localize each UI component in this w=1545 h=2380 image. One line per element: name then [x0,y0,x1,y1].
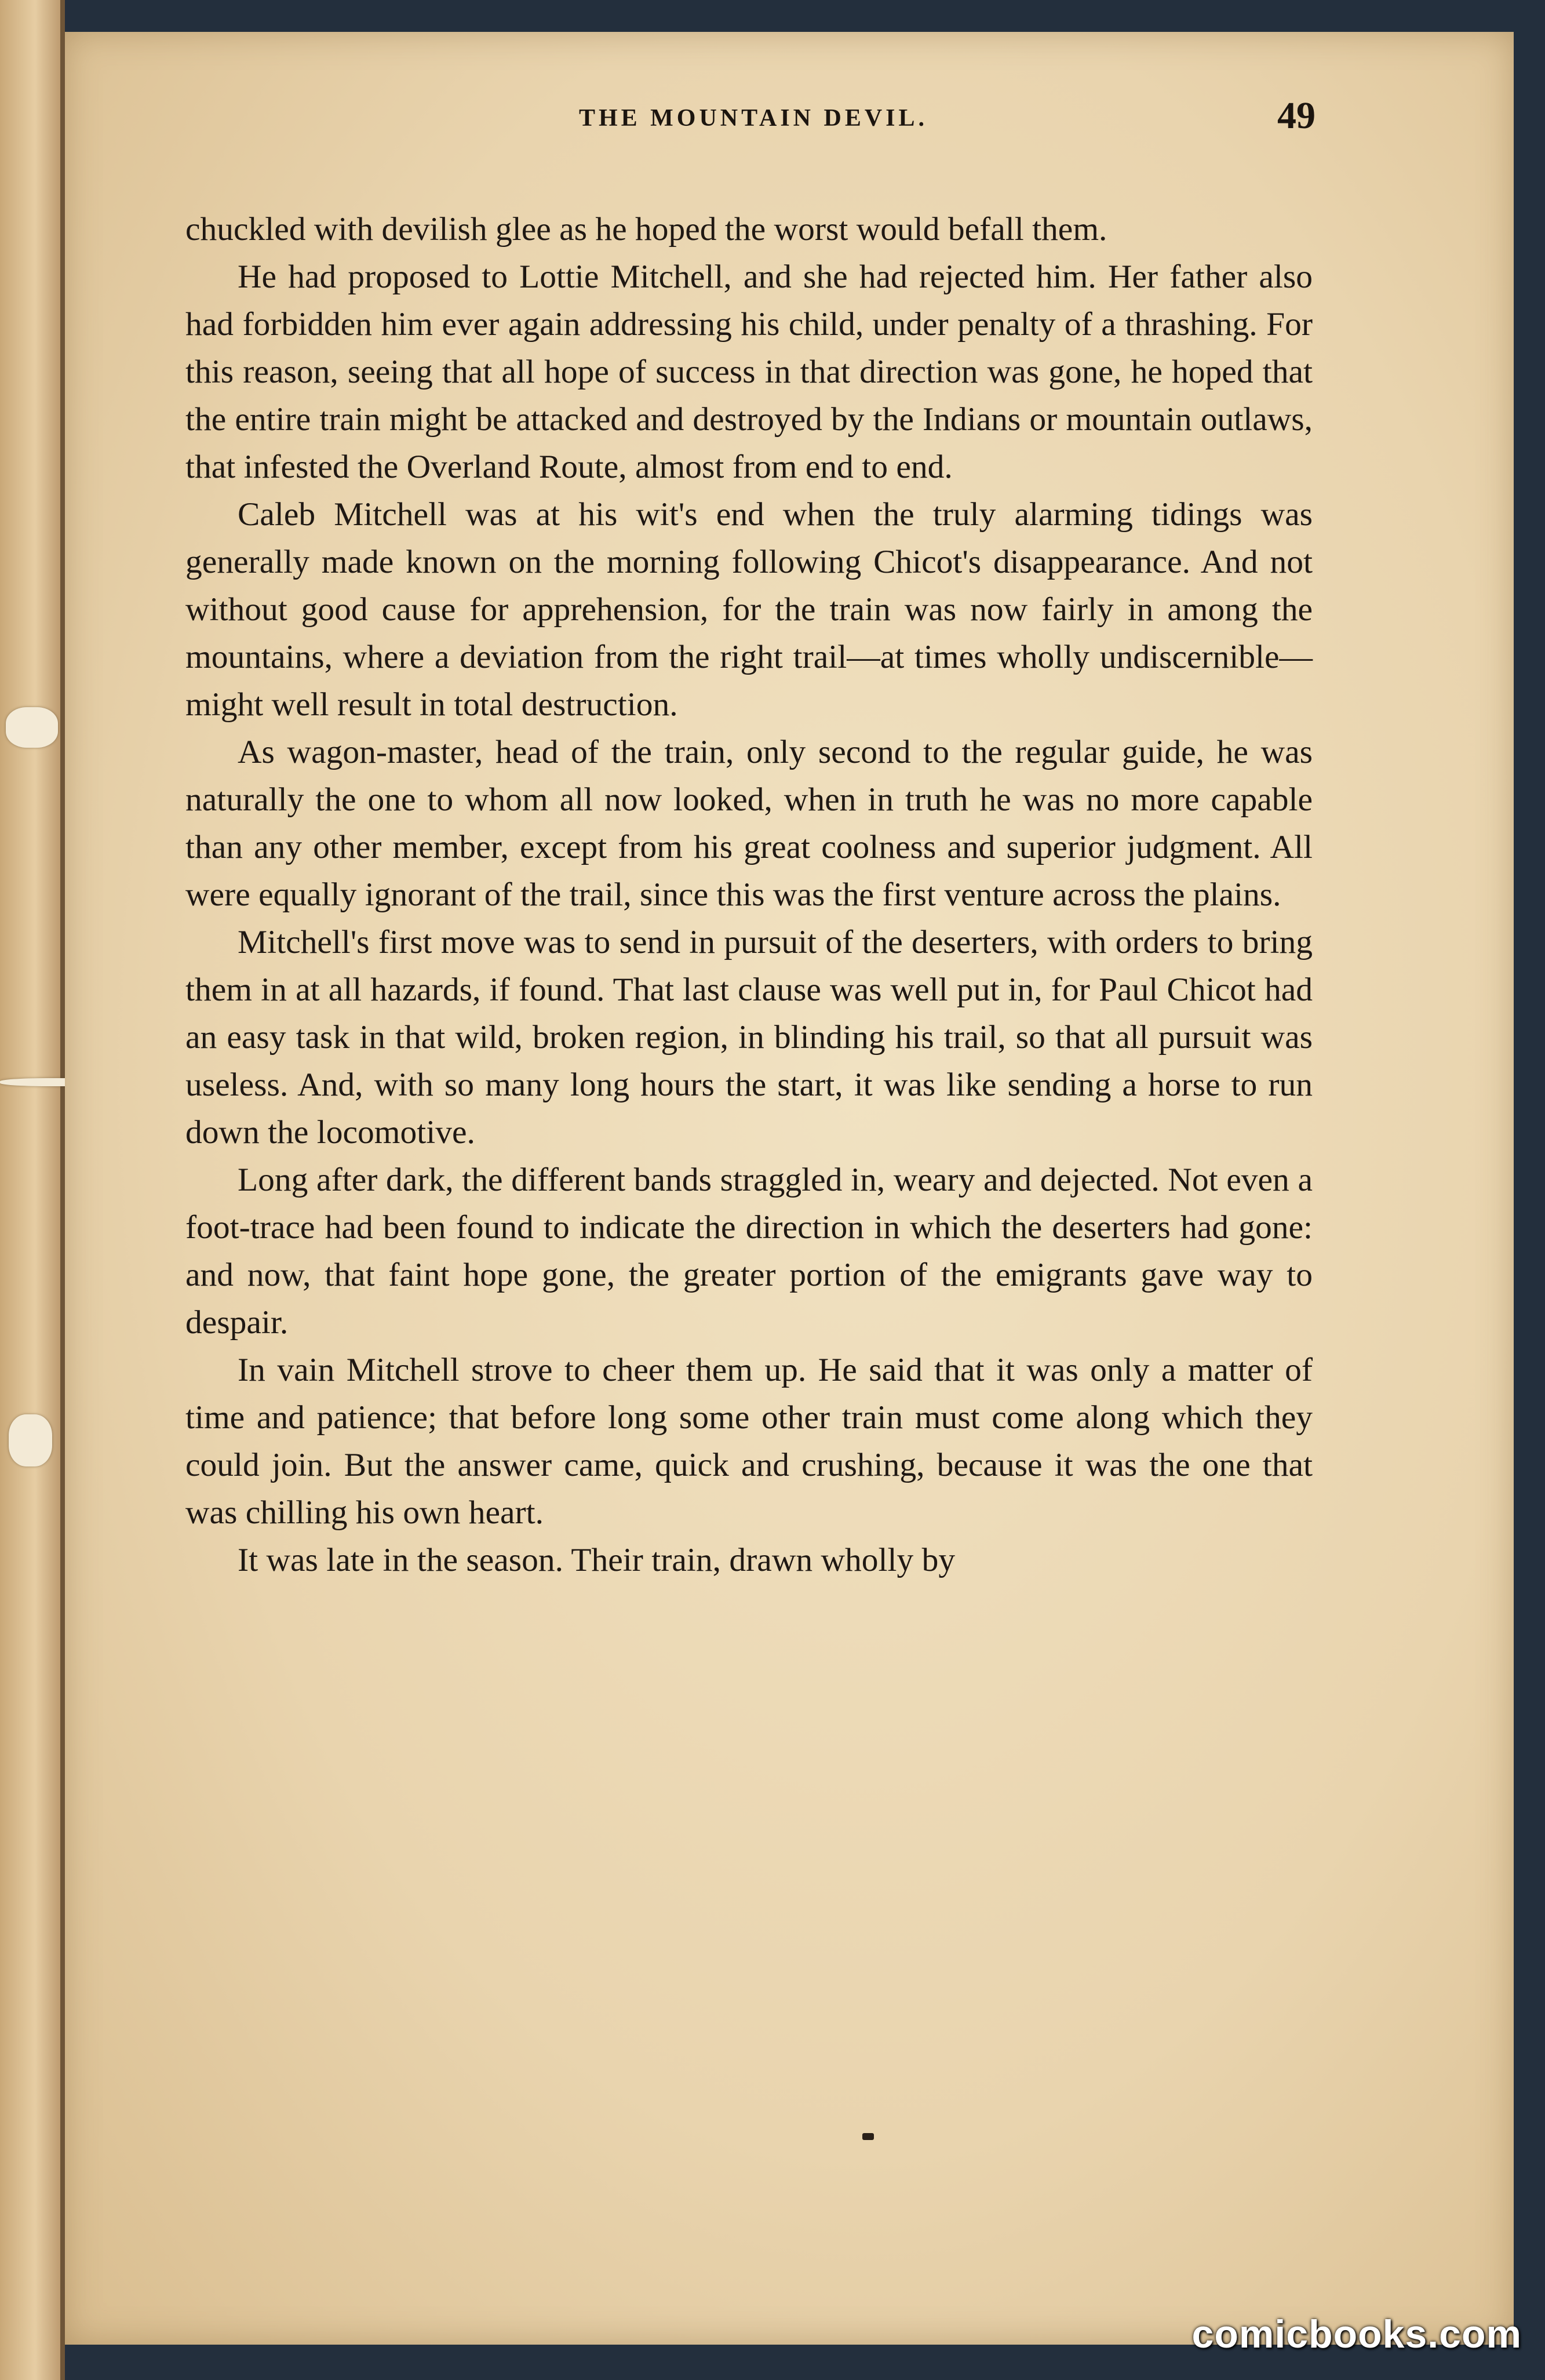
page-body [185,206,1313,2142]
page-number: 49 [1277,94,1316,137]
paragraph: He had proposed to Lottie Mitchell, and she had rejected him. Her father also had forbidden him ever again addressing his child, under penalty of a thrashing. For this reason, seeing that all hope of success in that direction was gone, he hoped that the entire train might be attacked and destroyed by the Indians or mountain outlaws, that infested the Overland Route, almost from end to end. [185,259,1313,485]
running-title: THE MOUNTAIN DEVIL. [578,105,928,132]
paragraph: Long after dark, the different bands straggled in, weary and dejected. Not even a foot-trace had been found to indicate the direction in which the deserters had gone: and now, that faint hope gone, the greater portion of the emigrants gave way to despair. [185,1162,1313,1341]
paragraph: Caleb Mitchell was at his wit's end when the truly alarming tidings was generally made known on the morning following Chicot's disappearance. And not without good cause for apprehension, for the train was now fairly in among the mountains, where a deviation from the right trail—at times wholly undiscernible—might well result in total destruction. [185,496,1313,723]
watermark: comicbooks.com [1191,2312,1522,2356]
book-spine [0,0,64,2380]
paragraph: Mitchell's first move was to send in pursuit of the deserters, with orders to bring them in at all hazards, if found. That last clause was well put in, for Paul Chicot had an easy task in that wild, broken region, in blinding his trail, so that all pursuit was useless. And, with so many long hours the start, it was like sending a horse to run down the locomotive. [185,924,1313,1151]
printer-mark [862,2133,874,2140]
paragraph: As wagon-master, head of the train, only second to the regular guide, he was naturally the one to whom all now looked, when in truth he was no more capable than any other member, except from his great coolness and superior judgment. All were equally ignorant of the trail, since this was the first venture across the plains. [185,734,1313,913]
paragraph: In vain Mitchell strove to cheer them up. He said that it was only a matter of time and patience; that before long some other train must come along which they could join. But the answer came, quick and crushing, because it was the one that was chilling his own heart. [185,1352,1313,1531]
paragraph: chuckled with devilish glee as he hoped the worst would befall them. [185,211,1107,248]
paragraph: It was late in the season. Their train, drawn wholly by [238,1542,956,1578]
binding-stitch [6,707,58,748]
binding-stitch [9,1414,52,1466]
page-header [191,87,1316,157]
spine-edge [60,0,65,2380]
